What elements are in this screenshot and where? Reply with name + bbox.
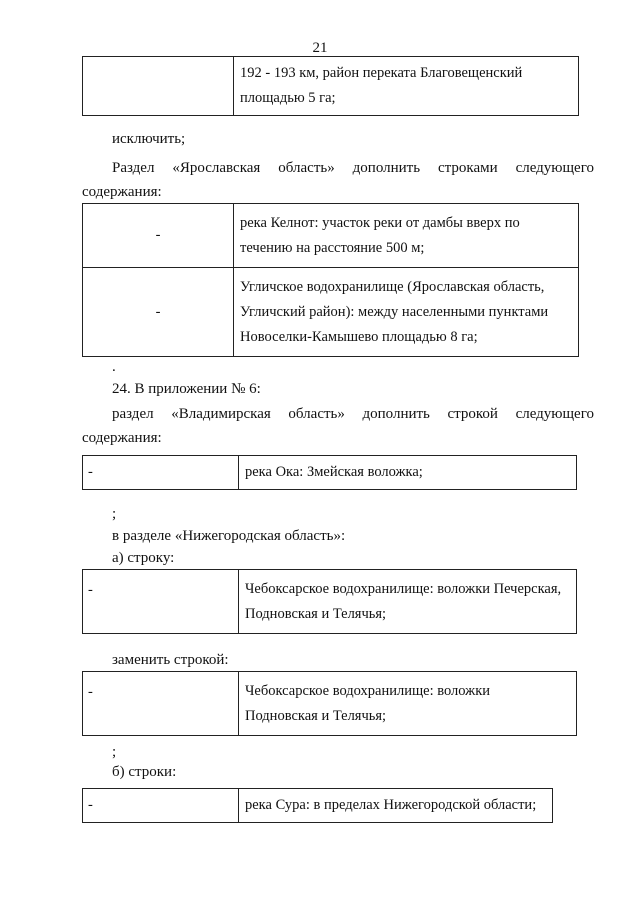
cell-line: Угличский район): между населенными пунктами	[240, 303, 549, 320]
table-cell-dash	[83, 57, 234, 116]
item-b-label: б) строки:	[112, 764, 177, 780]
page-number: 21	[312, 40, 328, 56]
table-row	[83, 204, 579, 268]
table-replacement-row	[82, 671, 577, 736]
table-vladimir-addition	[82, 455, 577, 490]
table-row	[83, 672, 577, 736]
table-cell-text	[239, 570, 577, 634]
cell-line: Чебоксарское водохранилище: воложки	[245, 682, 491, 699]
cell-line: Угличское водохранилище (Ярославская область,	[240, 278, 545, 295]
table-row	[83, 268, 579, 357]
table-original-row	[82, 569, 577, 634]
table-cell-dash: -	[83, 204, 234, 268]
table-sura-row	[82, 788, 553, 823]
cell-line: площадью 5 га;	[240, 90, 336, 106]
semicolon-mark: ;	[112, 744, 117, 760]
table-excluded-row	[82, 56, 579, 116]
table-cell-text: река Сура: в пределах Нижегородской области;	[239, 789, 553, 823]
dot-mark: .	[112, 359, 116, 375]
yaroslavl-intro-line2: содержания:	[82, 184, 162, 200]
table-yaroslavl-additions	[82, 203, 579, 357]
table-row	[83, 789, 553, 823]
cell-line: Новоселки-Камышево площадью 8 га;	[240, 328, 478, 345]
table-cell-dash: -	[83, 789, 239, 823]
table-cell-text: река Ока: Змейская воложка;	[239, 456, 577, 490]
semicolon-mark: ;	[112, 506, 117, 522]
table-cell-text	[239, 672, 577, 736]
vladimir-intro-line1: раздел «Владимирская область» дополнить строкой следующего	[112, 406, 594, 422]
nizhny-intro: в разделе «Нижегородская область»:	[112, 528, 346, 544]
table-cell-dash: -	[83, 570, 239, 634]
table-row	[83, 456, 577, 490]
cell-line: течению на расстояние 500 м;	[240, 239, 425, 256]
cell-line: 192 - 193 км, район переката Благовещенский	[240, 65, 523, 81]
table-row	[83, 57, 579, 116]
table-cell-text	[234, 268, 579, 357]
table-cell-dash: -	[83, 268, 234, 357]
table-cell-text	[234, 57, 579, 116]
table-cell-dash: -	[83, 456, 239, 490]
cell-line: река Келнот: участок реки от дамбы вверх по	[240, 214, 520, 231]
table-cell-text	[234, 204, 579, 268]
cell-line: Подновская и Телячья;	[245, 605, 387, 622]
cell-line: Чебоксарское водохранилище: воложки Печерская,	[245, 580, 562, 597]
yaroslavl-intro-line1: Раздел «Ярославская область» дополнить строками следующего	[112, 160, 594, 176]
table-row	[83, 570, 577, 634]
cell-line: Подновская и Телячья;	[245, 707, 387, 724]
exclude-text: исключить;	[112, 131, 186, 147]
replace-with-text: заменить строкой:	[112, 652, 229, 668]
vladimir-intro-line2: содержания:	[82, 430, 162, 446]
item-a-label: а) строку:	[112, 550, 175, 566]
section-24-heading: 24. В приложении № 6:	[112, 381, 261, 397]
table-cell-dash: -	[83, 672, 239, 736]
